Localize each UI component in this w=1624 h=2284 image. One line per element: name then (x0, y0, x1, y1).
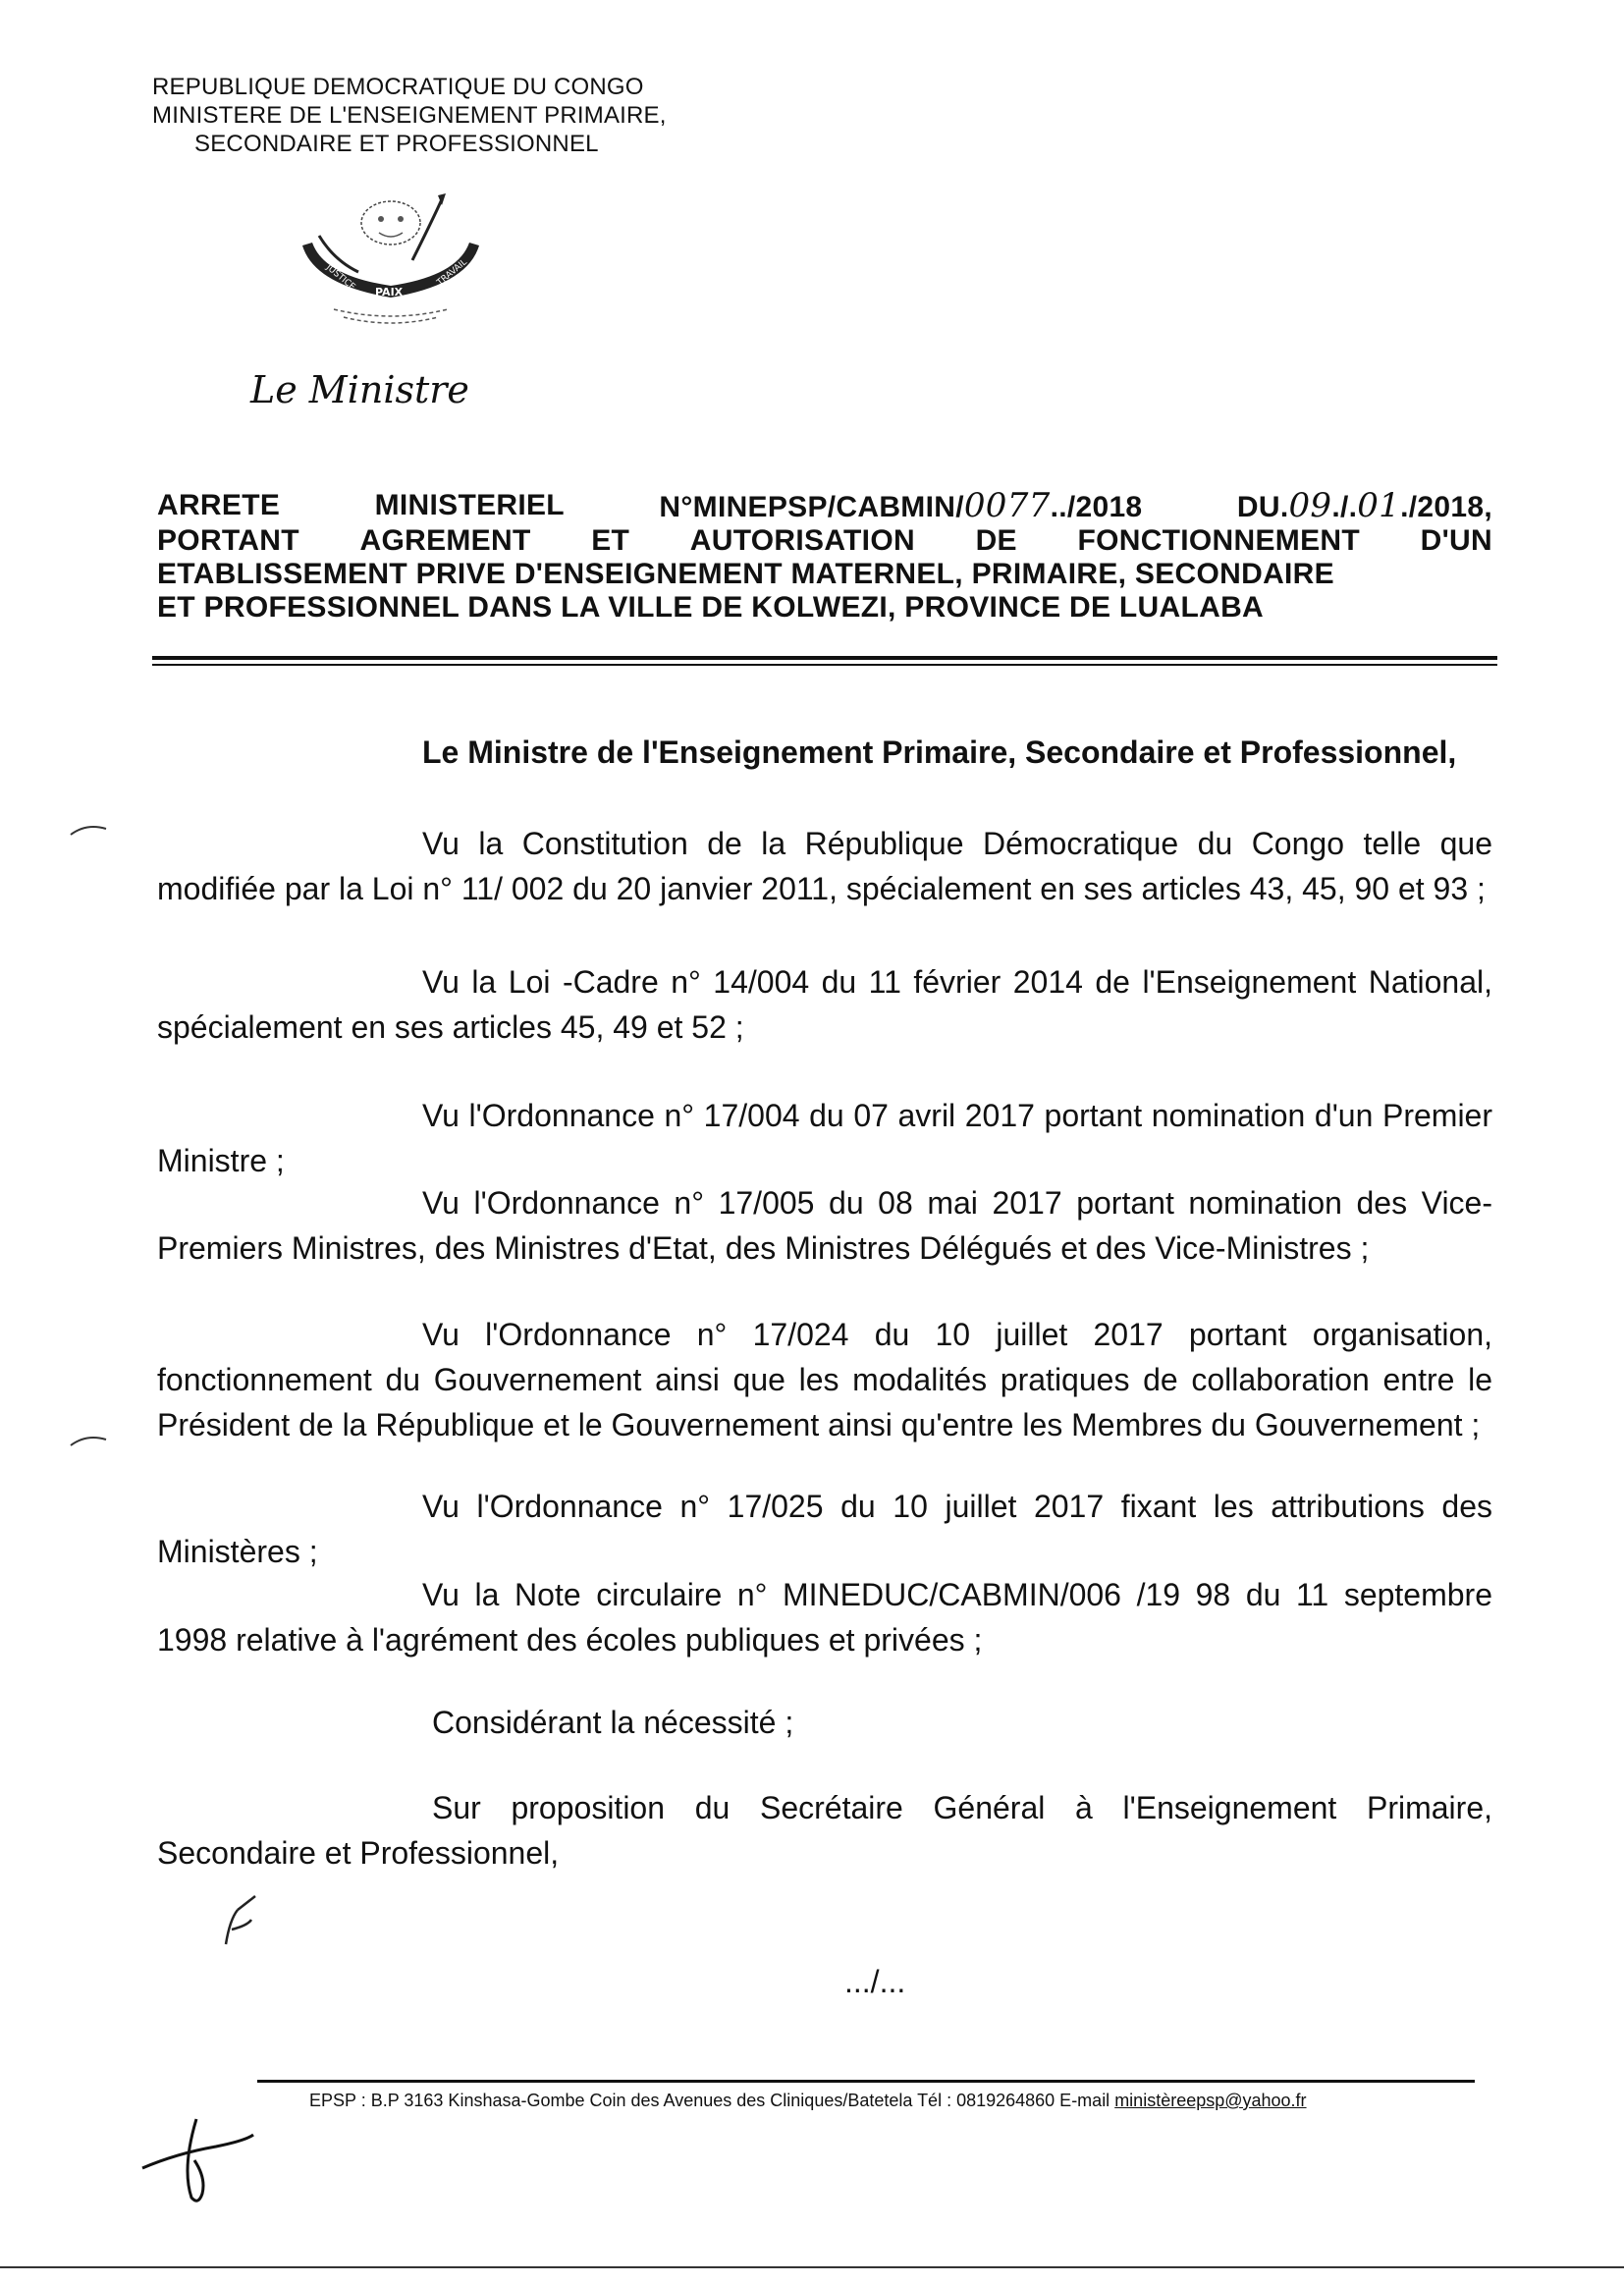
paragraph-ordonnance-025: Vu l'Ordonnance n° 17/025 du 10 juillet 2017 fixant les attributions des Ministères ; (157, 1489, 1492, 1569)
page-bottom-edge (0, 2266, 1624, 2268)
page-continuation: .../... (844, 1964, 906, 1999)
arrete-title-row-2: PORTANT AGREMENT ET AUTORISATION DE FONCTIONNEMENT D'UN (157, 524, 1492, 557)
signature-mark (137, 2099, 255, 2207)
paragraph-ordonnance-024: Vu l'Ordonnance n° 17/024 du 10 juillet 2017 portant organisation, fonctionnement du Gouvernement ainsi que les modalités pratiques de collaboration entre le Président de la République et le Gouvernement ainsi qu'entre les Membres du Gouvernement ; (157, 1317, 1492, 1442)
footer-address: EPSP : B.P 3163 Kinshasa-Gombe Coin des Avenues des Cliniques/Batetela Tél : 0819264860 E-mail ministèreepsp@yahoo.fr (309, 2091, 1307, 2110)
minister-heading: Le Ministre de l'Enseignement Primaire, Secondaire et Professionnel, (422, 734, 1457, 770)
emblem-justice-text: JUSTICE (324, 262, 357, 293)
arrete-date: DU.09./.01./2018, (1236, 486, 1492, 525)
emblem-travail-text: TRAVAIL (435, 257, 469, 289)
emblem-paix-text: PAIX (375, 286, 404, 299)
margin-mark (69, 1434, 108, 1447)
arrete-title (157, 486, 1492, 625)
paragraph-constitution: Vu la Constitution de la République Démocratique du Congo telle que modifiée par la Loi n° 11/ 002 du 20 janvier 2011, spécialement en ses articles 43, 45, 90 et 93 ; (157, 826, 1492, 906)
document-signatory-title: Le Ministre (250, 368, 469, 411)
header-ministry: MINISTERE DE L'ENSEIGNEMENT PRIMAIRE, (152, 102, 667, 129)
header-country: REPUBLIQUE DEMOCRATIQUE DU CONGO (152, 74, 644, 100)
paragraph-ordonnance-004: Vu l'Ordonnance n° 17/004 du 07 avril 2017 portant nomination d'un Premier Ministre ; (157, 1098, 1492, 1178)
title-underline (152, 656, 1497, 660)
handwritten-day: 09 (1288, 486, 1332, 525)
footer-rule (257, 2080, 1475, 2083)
margin-mark (69, 823, 108, 837)
title-underline-thin (152, 664, 1497, 666)
handwritten-number: 0077 (963, 486, 1051, 525)
header-ministry-cont: SECONDAIRE ET PROFESSIONNEL (194, 131, 599, 157)
footer-email: ministèreepsp@yahoo.fr (1114, 2091, 1307, 2110)
paragraph-loi-cadre: Vu la Loi -Cadre n° 14/004 du 11 février 2014 de l'Enseignement National, spécialement en ses articles 45, 49 et 52 ; (157, 964, 1492, 1045)
arrete-title-row-1: ARRETE MINISTERIEL N°MINEPSP/CABMIN/0077../2018 DU.09./.01./2018, (157, 486, 1492, 525)
paragraph-note-circulaire: Vu la Note circulaire n° MINEDUC/CABMIN/006 /19 98 du 11 septembre 1998 relative à l'agrément des écoles publiques et privées ; (157, 1577, 1492, 1658)
paraphe-mark (218, 1890, 267, 1949)
paragraph-ordonnance-005: Vu l'Ordonnance n° 17/005 du 08 mai 2017 portant nomination des Vice-Premiers Ministres, des Ministres d'Etat, des Ministres Délégués et des Vice-Ministres ; (157, 1185, 1492, 1266)
paragraph-considerant: Considérant la nécessité ; (432, 1705, 794, 1740)
paragraph-proposition: Sur proposition du Secrétaire Général à l'Enseignement Primaire, Secondaire et Professionnel, (157, 1790, 1492, 1871)
arrete-reference: N°MINEPSP/CABMIN/0077../2018 (659, 486, 1143, 525)
arrete-title-row-4: ET PROFESSIONNEL DANS LA VILLE DE KOLWEZI, PROVINCE DE LUALABA (157, 591, 1265, 624)
arrete-title-row-3: ETABLISSEMENT PRIVE D'ENSEIGNEMENT MATERNEL, PRIMAIRE, SECONDAIRE (157, 558, 1334, 590)
coat-of-arms-emblem (285, 191, 501, 329)
handwritten-month: 01 (1357, 486, 1401, 525)
